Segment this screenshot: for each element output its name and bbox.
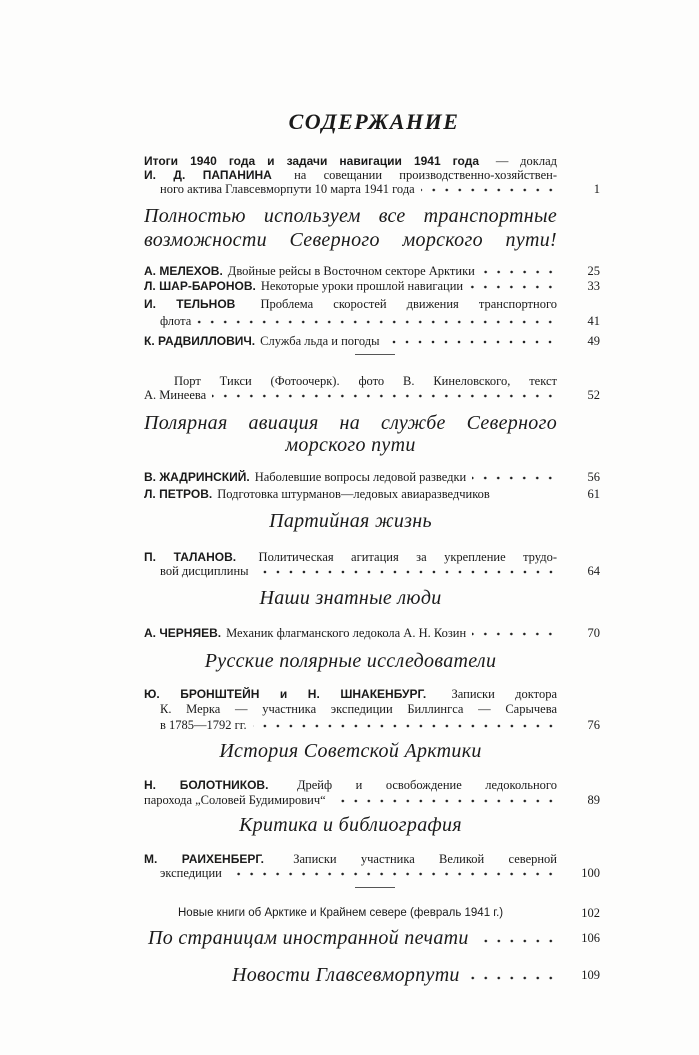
page-number: 106 bbox=[581, 931, 600, 945]
toc-entry bbox=[160, 865, 557, 881]
author-name: И. ТЕЛЬНОВ bbox=[144, 297, 236, 311]
toc-entry bbox=[160, 181, 557, 197]
section-heading bbox=[144, 509, 557, 533]
heading-text: возможности Северного морского пути! bbox=[144, 229, 557, 251]
page-number: 70 bbox=[587, 626, 600, 640]
entry-title: Записки участника Великой северной bbox=[293, 852, 557, 866]
section-heading bbox=[144, 813, 557, 837]
page-title: СОДЕРЖАНИЕ bbox=[288, 109, 460, 134]
page-number: 56 bbox=[587, 470, 600, 484]
entry-title: Новые книги об Арктике и Крайнем севере (февраль 1941 г.) bbox=[178, 907, 504, 919]
entry-title: ного актива Главсевморпути 10 марта 1941 года bbox=[160, 182, 415, 196]
toc-entry-line bbox=[144, 777, 557, 793]
toc-entry bbox=[144, 792, 557, 808]
toc-entry bbox=[144, 486, 557, 502]
page-number: 25 bbox=[587, 264, 600, 278]
toc-entry bbox=[144, 469, 557, 485]
entry-title: Некоторые уроки прошлой навигации bbox=[260, 279, 464, 293]
heading-text: Полярная авиация на службе Северного bbox=[144, 412, 557, 434]
section-heading bbox=[144, 649, 557, 673]
dot-leader bbox=[255, 565, 557, 575]
section-heading bbox=[144, 433, 557, 457]
entry-title: Проблема скоростей движения транспортного bbox=[260, 297, 557, 311]
entry-title: Политическая агитация за укрепление трудо- bbox=[258, 550, 557, 564]
author-name: Л. ПЕТРОВ. bbox=[144, 487, 213, 501]
page-number: 100 bbox=[581, 866, 600, 880]
entry-title: Наболевшие вопросы ледовой разведки bbox=[254, 470, 467, 484]
section-heading bbox=[232, 963, 557, 987]
dot-leader bbox=[421, 183, 557, 193]
dot-leader bbox=[212, 389, 557, 399]
toc-entry-line bbox=[144, 686, 557, 702]
dot-leader bbox=[481, 265, 557, 275]
author-name: Л. ШАР-БАРОНОВ. bbox=[144, 279, 256, 293]
section-heading bbox=[144, 411, 557, 435]
heading-text: Наши знатные люди bbox=[259, 587, 442, 609]
dot-leader bbox=[475, 934, 557, 944]
heading-text: Полностью используем все транспортные bbox=[144, 205, 557, 227]
heading-text: Критика и библиография bbox=[239, 814, 462, 836]
entry-title: Двойные рейсы в Восточном секторе Арктики bbox=[227, 264, 475, 278]
dot-leader bbox=[385, 335, 557, 345]
section-heading bbox=[144, 739, 557, 763]
toc-entry bbox=[160, 563, 557, 579]
author-name: А. МЕЛЕХОВ. bbox=[144, 264, 223, 278]
dot-leader bbox=[197, 315, 557, 325]
page-number: 52 bbox=[587, 388, 600, 402]
toc-entry bbox=[178, 905, 557, 921]
dot-leader bbox=[332, 794, 557, 804]
entry-title: Записки доктора bbox=[451, 687, 557, 701]
entry-title: экспедиции bbox=[160, 866, 222, 880]
page-number: 61 bbox=[587, 487, 600, 501]
section-heading bbox=[144, 204, 557, 228]
author-name: М. РАИХЕНБЕРГ. bbox=[144, 852, 264, 866]
dot-leader bbox=[466, 971, 557, 981]
toc-entry bbox=[160, 717, 557, 733]
heading-text: По страницам иностранной печати bbox=[148, 927, 469, 949]
entry-title: Порт Тикси (Фотоочерк). фото В. Кинеловского, текст bbox=[174, 374, 557, 388]
entry-title: К. Мерка — участника экспедиции Биллингса — Сарычева bbox=[160, 702, 557, 716]
page-number: 41 bbox=[587, 314, 600, 328]
entry-title: вой дисциплины bbox=[160, 564, 249, 578]
section-heading bbox=[144, 228, 557, 252]
author-name: Н. БОЛОТНИКОВ. bbox=[144, 778, 269, 792]
toc-entry bbox=[144, 263, 557, 279]
author-name: К. РАДВИЛЛОВИЧ. bbox=[144, 334, 256, 348]
entry-title: парохода „Соловей Будимирович“ bbox=[144, 793, 326, 807]
heading-text: морского пути bbox=[285, 434, 416, 456]
page-number: 64 bbox=[587, 564, 600, 578]
divider bbox=[355, 887, 395, 888]
section-heading bbox=[148, 926, 557, 950]
entry-title: Механик флагманского ледокола А. Н. Козин bbox=[226, 626, 467, 640]
entry-title: флота bbox=[160, 314, 192, 328]
entry-title: Подготовка штурманов—ледовых авиаразведчиков bbox=[217, 487, 490, 501]
heading-text: Русские полярные исследователи bbox=[204, 650, 497, 672]
page-number: 109 bbox=[581, 968, 600, 982]
toc-entry-line bbox=[144, 296, 557, 312]
page-number: 33 bbox=[587, 279, 600, 293]
page-number: 1 bbox=[593, 182, 600, 196]
entry-title: А. Минеева bbox=[144, 388, 207, 402]
author-name: В. ЖАДРИНСКИЙ. bbox=[144, 470, 250, 484]
entry-title: Дрейф и освобождение ледокольного bbox=[296, 778, 557, 792]
entry-title: на совещании производственно-хозяйствен- bbox=[294, 168, 557, 182]
heading-text: Новости Главсевморпути bbox=[232, 964, 460, 986]
entry-title: в 1785—1792 гг. bbox=[160, 718, 247, 732]
section-heading bbox=[144, 586, 557, 610]
divider bbox=[355, 354, 395, 355]
toc-entry-line bbox=[160, 701, 557, 717]
author-name: Итоги 1940 года и задачи навигации 1941 года bbox=[144, 154, 479, 168]
entry-title: Служба льда и погоды bbox=[260, 334, 380, 348]
dot-leader bbox=[253, 719, 557, 729]
page-number: 89 bbox=[587, 793, 600, 807]
toc-entry bbox=[160, 313, 557, 329]
toc-entry bbox=[144, 625, 557, 641]
page-number: 76 bbox=[587, 718, 600, 732]
dot-leader bbox=[472, 471, 557, 481]
author-name: П. ТАЛАНОВ. bbox=[144, 550, 237, 564]
page-number: 49 bbox=[587, 334, 600, 348]
heading-text: История Советской Арктики bbox=[219, 740, 482, 762]
author-name: Ю. БРОНШТЕЙН и Н. ШНАКЕНБУРГ. bbox=[144, 687, 427, 701]
toc-entry bbox=[144, 278, 557, 294]
dot-leader bbox=[472, 627, 557, 637]
heading-text: Партийная жизнь bbox=[269, 510, 432, 532]
page-number: 102 bbox=[581, 906, 600, 920]
author-name: И. Д. ПАПАНИНА bbox=[144, 168, 272, 182]
dot-leader bbox=[228, 867, 557, 877]
dot-leader bbox=[469, 280, 557, 290]
author-name: А. ЧЕРНЯЕВ. bbox=[144, 626, 222, 640]
toc-entry bbox=[144, 387, 557, 403]
toc-entry bbox=[144, 333, 557, 349]
entry-title: — доклад bbox=[495, 154, 557, 168]
